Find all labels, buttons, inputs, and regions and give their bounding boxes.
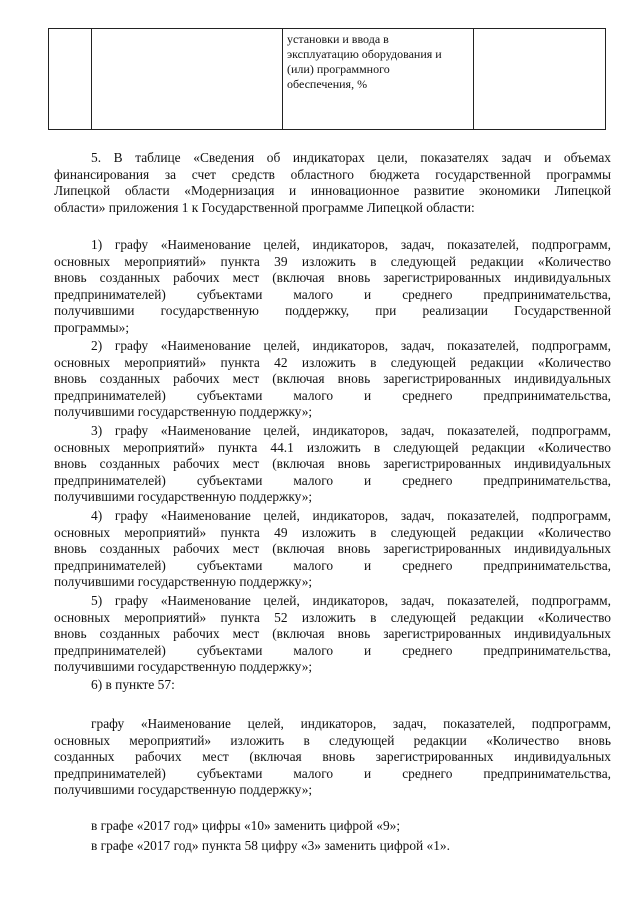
text-line: основных мероприятий» пункта 44.1 изложить в следующей редакции «Количество [54,439,611,455]
list-item-1 [54,237,611,336]
item-6-body [54,716,611,799]
text-line: предпринимателей) субъектами малого и среднего предпринимательства, [54,472,611,488]
text-line: получившими государственную поддержку»; [54,489,313,504]
text-line: получившими государственную поддержку»; [54,574,313,589]
table-row [49,29,606,130]
text-line: 5. В таблице «Сведения об индикаторах цели, показателях задач и объемах [91,150,611,165]
text-line: финансирования за счет средств областного бюджета государственной программы [54,166,611,182]
cell-line: обеспечения, % [287,77,368,91]
text-line: получившими государственную поддержку»; [54,782,313,797]
text-line: области» приложения 1 к Государственной программе Липецкой области: [54,199,475,215]
text-line: 5) графу «Наименование целей, индикаторов, задач, показателей, подпрограмм, [91,593,611,608]
text-line: 4) графу «Наименование целей, индикаторов, задач, показателей, подпрограмм, [91,508,611,523]
text-line: созданных рабочих мест (включая вновь зарегистрированных индивидуальных [54,749,611,764]
list-item-3 [54,423,611,506]
text-line: вновь созданных рабочих мест (включая вновь зарегистрированных индивидуальных [54,626,611,641]
list-item-5 [54,593,611,676]
text-line: получившими государственную поддержку»; [54,404,313,419]
text-line: Липецкой области «Модернизация и инновационное развитие экономики Липецкой [54,183,611,198]
text-line: вновь созданных рабочих мест (включая вновь зарегистрированных индивидуальных [54,456,611,471]
text-line: основных мероприятий» пункта 42 изложить в следующей редакции «Количество [54,354,611,370]
text-line: 1) графу «Наименование целей, индикаторов, задач, показателей, подпрограмм, [91,237,611,252]
intro-paragraph [54,150,611,216]
cell-line: установки и ввода в [287,32,389,46]
text-line: основных мероприятий» пункта 52 изложить в следующей редакции «Количество [54,609,611,625]
table-cell-extra [474,29,606,130]
text-line: вновь созданных рабочих мест (включая вновь зарегистрированных индивидуальных [54,371,611,386]
table-cell-number [49,29,92,130]
table-cell-indicator [283,29,474,130]
text-line: предпринимателей) субъектами малого и среднего предпринимательства, [54,387,611,403]
item-6-heading: 6) в пункте 57: [91,677,175,692]
text-line: графу «Наименование целей, индикаторов, задач, показателей, подпрограмм, [91,716,611,731]
text-line: основных мероприятий» пункта 49 изложить в следующей редакции «Количество [54,524,611,540]
list-item-4 [54,508,611,591]
text-line: предпринимателей) субъектами малого и среднего предпринимательства, [54,642,611,658]
cell-line: эксплуатацию оборудования и [287,47,442,61]
text-line: основных мероприятий» изложить в следующей редакции «Количество вновь [54,732,611,748]
final-line-1: в графе «2017 год» цифры «10» заменить цифрой «9»; [91,818,401,833]
text-line: вновь созданных рабочих мест (включая вновь зарегистрированных индивидуальных [54,541,611,556]
text-line: предпринимателей) субъектами малого и среднего предпринимательства, [54,557,611,573]
text-line: программы»; [54,319,130,335]
table-fragment [48,28,606,130]
table-cell-name [92,29,283,130]
final-line-2: в графе «2017 год» пункта 58 цифру «3» заменить цифрой «1». [91,838,450,853]
text-line: 3) графу «Наименование целей, индикаторов, задач, показателей, подпрограмм, [91,423,611,438]
text-line: 2) графу «Наименование целей, индикаторов, задач, показателей, подпрограмм, [91,338,611,353]
text-line: предпринимателей) субъектами малого и среднего предпринимательства, [54,286,611,302]
text-line: получившими государственную поддержку»; [54,659,313,674]
text-line: вновь созданных рабочих мест (включая вновь зарегистрированных индивидуальных [54,270,611,285]
text-line: предпринимателей) субъектами малого и среднего предпринимательства, [54,765,611,781]
text-line: основных мероприятий» пункта 39 изложить в следующей редакции «Количество [54,253,611,269]
text-line: получившими государственную поддержку, при реализации Государственной [54,303,611,318]
list-item-2 [54,338,611,421]
cell-line: (или) программного [287,62,390,76]
